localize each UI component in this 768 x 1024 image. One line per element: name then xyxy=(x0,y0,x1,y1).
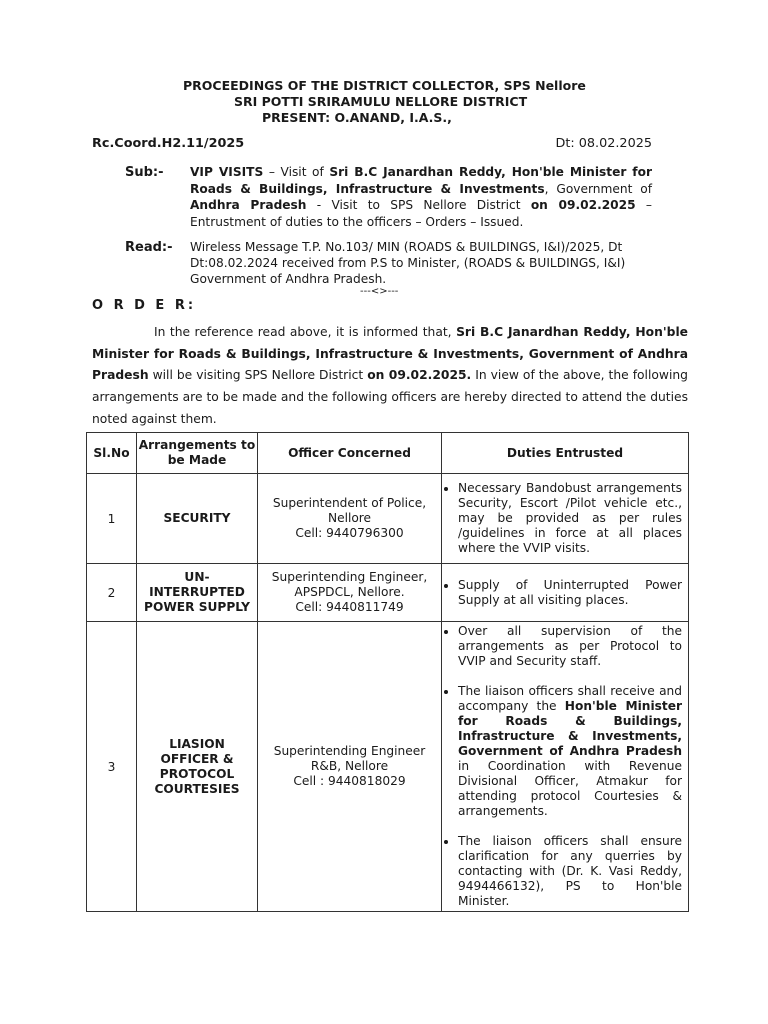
separator: ---<>--- xyxy=(360,286,399,297)
officer-phone: Cell : 9440818029 xyxy=(293,774,406,788)
row-officer xyxy=(258,622,442,912)
duty-item: • The liaison officers shall ensure clarification for any querries by contacting with (Dr. K. Vasi Reddy, 9494466132), PS to Hon'ble Minister. xyxy=(458,834,682,909)
table-header-row xyxy=(87,433,689,474)
officer-title: Superintending Engineer xyxy=(273,744,426,758)
reference-date: Dt: 08.02.2025 xyxy=(555,136,652,151)
subject-part: - Visit to SPS Nellore District xyxy=(306,198,531,212)
header-line-2: SRI POTTI SRIRAMULU NELLORE DISTRICT xyxy=(234,94,528,109)
row-officer xyxy=(258,564,442,622)
duty-minister: Hon'ble Minister for Roads & Buildings, Infrastructure & Investments, Government of Andhra Pradesh xyxy=(458,699,682,758)
subject-state: Andhra Pradesh xyxy=(190,198,307,212)
row-sl: 2 xyxy=(87,564,137,622)
row-duties xyxy=(442,474,689,564)
row-duties xyxy=(442,564,689,622)
officer-place: Nellore xyxy=(327,511,372,525)
col-arrangement-header: Arrangements to be Made xyxy=(137,433,258,474)
subject-text xyxy=(190,164,652,230)
row-officer xyxy=(258,474,442,564)
subject-title: VIP VISITS xyxy=(190,165,264,179)
table-row xyxy=(87,474,689,564)
col-officer-header: Officer Concerned xyxy=(258,433,442,474)
order-text: In the reference read above, it is informed that, xyxy=(154,325,457,339)
subject-label: Sub:- xyxy=(125,165,164,180)
row-duties xyxy=(442,622,689,912)
row-arrangement: LIASION OFFICER & PROTOCOL COURTESIES xyxy=(137,622,258,912)
order-minister: Sri B.C Janardhan Reddy, Hon'ble Minister for Roads & Buildings, Infrastructure & Investments, Government of Andhra Pradesh xyxy=(92,325,688,383)
order-date: on 09.02.2025. xyxy=(367,368,472,383)
subject-minister: Sri B.C Janardhan Reddy, Hon'ble Minister for Roads & Buildings, Infrastructure & Investments xyxy=(190,165,652,196)
officer-place: R&B, Nellore xyxy=(310,759,389,773)
officer-place: APSPDCL, Nellore. xyxy=(294,585,405,599)
duties-table xyxy=(86,432,689,912)
col-duties-header: Duties Entrusted xyxy=(442,433,689,474)
read-text: Wireless Message T.P. No.103/ MIN (ROADS & BUILDINGS, I&I)/2025, Dt Dt:08.02.2024 received from P.S to Minister, (ROADS & BUILDINGS, I&I) Government of Andhra Pradesh. xyxy=(190,240,626,286)
subject-part: – Visit of xyxy=(263,165,330,179)
duty-text: The liaison officers shall receive and accompany the xyxy=(458,684,682,713)
read-label: Read:- xyxy=(125,240,173,255)
officer-title: Superintendent of Police, xyxy=(272,496,427,510)
subject-date: on 09.02.2025 xyxy=(530,198,636,212)
row-arrangement: SECURITY xyxy=(137,474,258,564)
officer-title: Superintending Engineer, xyxy=(271,570,428,584)
row-arrangement: UN-INTERRUPTED POWER SUPPLY xyxy=(137,564,258,622)
table-row xyxy=(87,564,689,622)
row-sl: 1 xyxy=(87,474,137,564)
table-row xyxy=(87,622,689,912)
order-text: will be visiting SPS Nellore District xyxy=(148,368,368,383)
row-sl: 3 xyxy=(87,622,137,912)
order-text: In view of the above, the following arrangements are to be made and the following officers are hereby directed to attend the duties noted against them. xyxy=(92,368,688,426)
duty-text: in Coordination with Revenue Divisional Officer, Atmakur for attending protocol Courtesies & arrangements. xyxy=(458,759,682,818)
duty-item: • Necessary Bandobust arrangements Security, Escort /Pilot vehicle etc., may be provided as per rules /guidelines in force at all places where the VVIP visits. xyxy=(458,481,682,556)
header-line-3: PRESENT: O.ANAND, I.A.S., xyxy=(262,110,452,125)
subject-part: – Entrustment of duties to the officers – Orders – Issued. xyxy=(190,198,653,229)
duty-item xyxy=(458,684,682,819)
order-paragraph xyxy=(92,322,688,431)
duty-item: • Supply of Uninterrupted Power Supply at all visiting places. xyxy=(458,578,682,608)
header-line-1: PROCEEDINGS OF THE DISTRICT COLLECTOR, SPS Nellore xyxy=(183,78,586,93)
subject-part: , Government of xyxy=(544,181,652,196)
order-heading: O R D E R: xyxy=(92,298,197,313)
officer-phone: Cell: 9440811749 xyxy=(295,600,404,614)
officer-phone: Cell: 9440796300 xyxy=(295,526,404,540)
col-sl-header: Sl.No xyxy=(87,433,137,474)
duty-item: • Over all supervision of the arrangements as per Protocol to VVIP and Security staff. xyxy=(458,624,682,669)
reference-number: Rc.Coord.H2.11/2025 xyxy=(92,136,245,151)
